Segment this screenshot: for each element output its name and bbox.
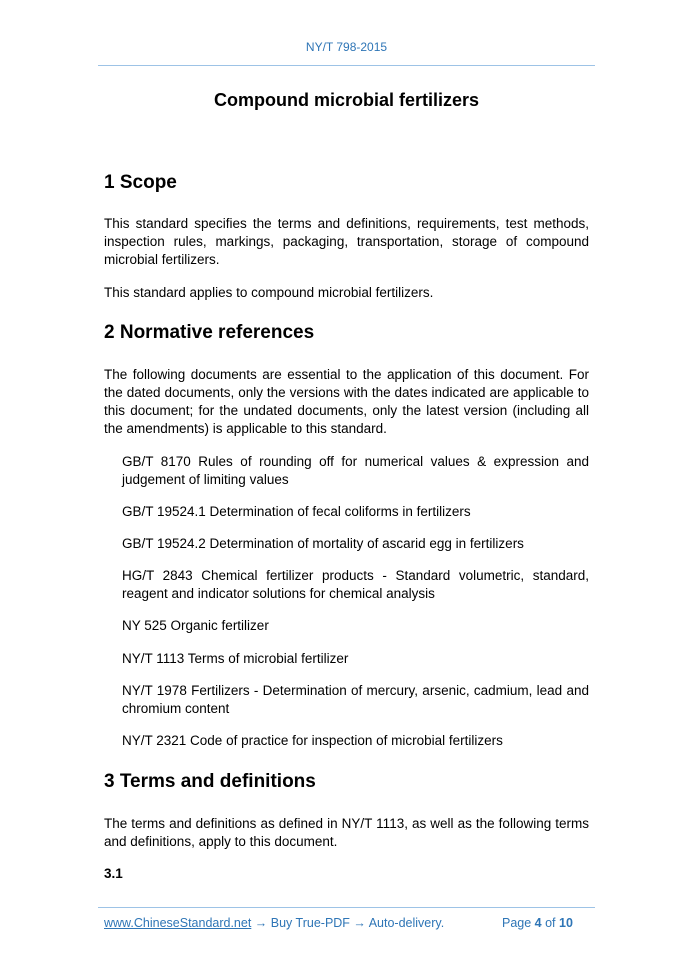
reference-item-gbt-8170: GB/T 8170 Rules of rounding off for numerical values & expression and judgement of limiting values (122, 454, 589, 487)
reference-item-nyt-1113: NY/T 1113 Terms of microbial fertilizer (122, 651, 349, 666)
reference-item-gbt-19524-1: GB/T 19524.1 Determination of fecal coliforms in fertilizers (122, 504, 471, 519)
footer-website-link[interactable]: www.ChineseStandard.net (104, 916, 252, 930)
reference-item-gbt-19524-2: GB/T 19524.2 Determination of mortality of ascarid egg in fertilizers (122, 536, 524, 551)
scope-paragraph-2: This standard applies to compound microbial fertilizers. (104, 285, 434, 300)
reference-item-ny-525: NY 525 Organic fertilizer (122, 618, 269, 633)
scope-paragraph-1: This standard specifies the terms and definitions, requirements, test methods, inspection rules, markings, packaging, transportation, storage of compound microbial fertilizers. (104, 216, 589, 267)
footer-promo (104, 916, 444, 930)
normative-intro-paragraph: The following documents are essential to the application of this document. For the dated documents, only the versions with the dates indicated are applicable to this document; for the undated documents, only the latest version (including all the amendments) is applicable to this standard. (104, 367, 589, 436)
document-code-header: NY/T 798-2015 (305, 40, 388, 54)
section-heading-normative-references: 2 Normative references (104, 322, 315, 343)
header-divider (98, 65, 595, 66)
footer-divider (98, 907, 595, 908)
document-title: Compound microbial fertilizers (213, 90, 480, 110)
reference-item-hgt-2843: HG/T 2843 Chemical fertilizer products - Standard volumetric, standard, reagent and indicator solutions for chemical analysis (122, 568, 589, 601)
of-word: of (541, 916, 559, 930)
page-total: 10 (559, 916, 573, 930)
page-number: 4 (534, 916, 542, 930)
subclause-number: 3.1 (104, 866, 123, 881)
reference-item-nyt-1978: NY/T 1978 Fertilizers - Determination of mercury, arsenic, cadmium, lead and chromium content (122, 683, 589, 716)
footer-page-indicator (502, 916, 573, 930)
page-word: Page (502, 916, 535, 930)
section-heading-terms-definitions: 3 Terms and definitions (104, 771, 316, 792)
section-heading-scope: 1 Scope (104, 172, 177, 193)
footer-tagline: → Buy True-PDF → Auto-delivery. (251, 916, 445, 930)
reference-item-nyt-2321: NY/T 2321 Code of practice for inspection of microbial fertilizers (122, 733, 503, 748)
terms-paragraph-1: The terms and definitions as defined in NY/T 1113, as well as the following terms and definitions, apply to this document. (104, 816, 589, 849)
